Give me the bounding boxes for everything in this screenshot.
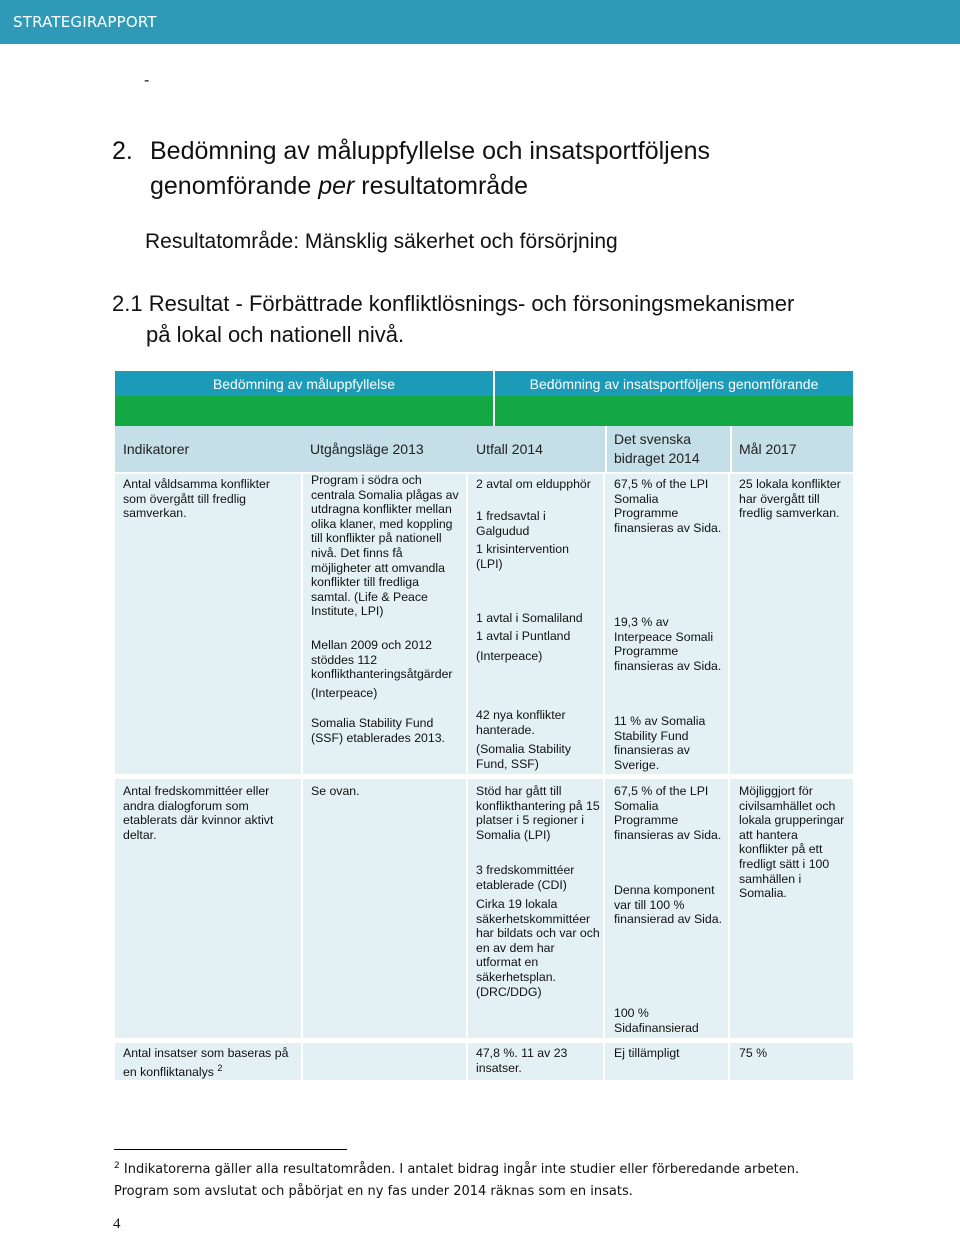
dash-marker: - [144,72,150,89]
header-indicators: Indikatorer [123,441,190,457]
result-area-heading: Resultatområde: Mänsklig säkerhet och försörjning [145,230,618,253]
row-1-outcome-f: (Interpeace) [476,649,543,663]
row-1-baseline-c: (Interpeace) [311,686,378,700]
row-2-contribution-c: 100 % Sidafinansierad [614,1006,699,1035]
row-1-contribution-c: 11 % av Somalia Stability Fund finansieras av Sverige. [614,714,706,772]
page-number: 4 [113,1216,121,1232]
row-2-indicator: Antal fredskommittéer eller andra dialogforum som etablerats där kvinnor aktivt deltar. [123,784,274,842]
row-2-contribution-b: Denna komponent var till 100 % finansierad av Sida. [614,883,723,927]
table-row-3-baseline-cell [303,1043,466,1080]
header-divider [605,426,607,472]
subsection-line-2: på lokal och nationell nivå. [146,322,405,347]
row-1-outcome-e: 1 avtal i Puntland [476,629,571,643]
row-2-outcome-a: Stöd har gått till konflikthantering på 15 platser i 5 regioner i Somalia (LPI) [476,784,600,842]
band-goal-assessment [115,371,493,396]
row-2-target: Möjliggjort för civilsamhället och lokala grupperingar att hantera konflikter på ett fredligt sätt i 100 samhällen i Somalia. [739,784,845,901]
row-1-baseline-b: Mellan 2009 och 2012 stöddes 112 konflikthanteringsåtgärder [311,638,453,682]
row-1-outcome-c: 1 krisintervention (LPI) [476,542,569,571]
band-portfolio-assessment [495,371,853,396]
row-1-baseline-d: Somalia Stability Fund (SSF) etablerades 2013. [311,716,445,745]
footnote-separator [114,1149,347,1150]
section-title: Bedömning av måluppfyllelse och insatsportföljens genomförande per resultatområde [150,137,711,200]
table-row-2-baseline-cell [303,779,466,1038]
row-1-target: 25 lokala konflikter har övergått till fredlig samverkan. [739,477,841,521]
row-1-outcome-h: (Somalia Stability Fund, SSF) [476,742,571,771]
row-2-outcome-c: Cirka 19 lokala säkerhetskommittéer har bildats och var och en av dem har utformat en säkerhetsplan. (DRC/DDG) [476,897,600,999]
footnote-line-2: Program som avslutat och påbörjat en ny fas under 2014 räknas som en insats. [114,1184,633,1199]
row-2-baseline: Se ovan. [311,784,360,798]
report-header-bar [0,0,960,44]
section-number: 2. [112,137,133,165]
row-1-baseline-a: Program i södra och centrala Somalia plågas av utdragna konflikter mellan olika klaner, med koppling till konflikter på nationell nivå. Det finns få möjligheter att omvandla konflikter till fredliga samtal. (Life & Peace Institute, LPI) [311,473,459,619]
row-1-contribution-b: 19,3 % av Interpeace Somali Programme finansieras av Sida. [614,615,722,673]
footnote-number: 2 [114,1161,120,1171]
band-portfolio-label: Bedömning av insatsportföljens genomförande [529,375,819,392]
header-swedish-contribution: Det svenska bidraget 2014 [614,431,700,466]
row-1-outcome-a: 2 avtal om eldupphör [476,477,591,491]
footnote [114,1159,914,1203]
footnote-line-1: $^2$ Indikatorerna gäller alla resultatområden. I antalet bidrag ingår inte studier eller förberedande arbeten. [114,1161,800,1177]
green-band-left [115,396,493,426]
row-3-indicator: Antal insatser som baseras på en konfliktanalys $^2$ [123,1046,289,1079]
row-1-contribution-a: 67,5 % of the LPI Somalia Programme finansieras av Sida. [614,477,722,535]
header-divider [730,426,732,472]
subsection-line-1: 2.1 Resultat - Förbättrade konfliktlösnings- och försoningsmekanismer [112,291,795,316]
header-baseline: Utgångsläge 2013 [310,441,424,457]
row-3-contribution: Ej tillämpligt [614,1046,680,1060]
row-1-indicator: Antal våldsamma konflikter som övergått till fredlig samverkan. [123,477,270,521]
band-goal-label: Bedömning av måluppfyllelse [212,375,396,392]
footnote-ref[interactable]: 2 [217,1062,223,1073]
header-target: Mål 2017 [739,441,797,457]
report-title: STRATEGIRAPPORT [13,13,157,31]
row-1-outcome-b: 1 fredsavtal i Galgudud [476,509,546,538]
row-1-outcome-g: 42 nya konflikter hanterade. [476,708,566,737]
row-2-contribution-a: 67,5 % of the LPI Somalia Programme finansieras av Sida. [614,784,722,842]
row-2-outcome-b: 3 fredskommittéer etablerade (CDI) [476,863,575,892]
green-band-right [495,396,853,426]
row-1-outcome-d: 1 avtal i Somaliland [476,611,583,625]
row-3-outcome: 47,8 %. 11 av 23 insatser. [476,1046,568,1075]
header-outcome: Utfall 2014 [476,441,543,457]
row-3-target: 75 % [739,1046,768,1060]
